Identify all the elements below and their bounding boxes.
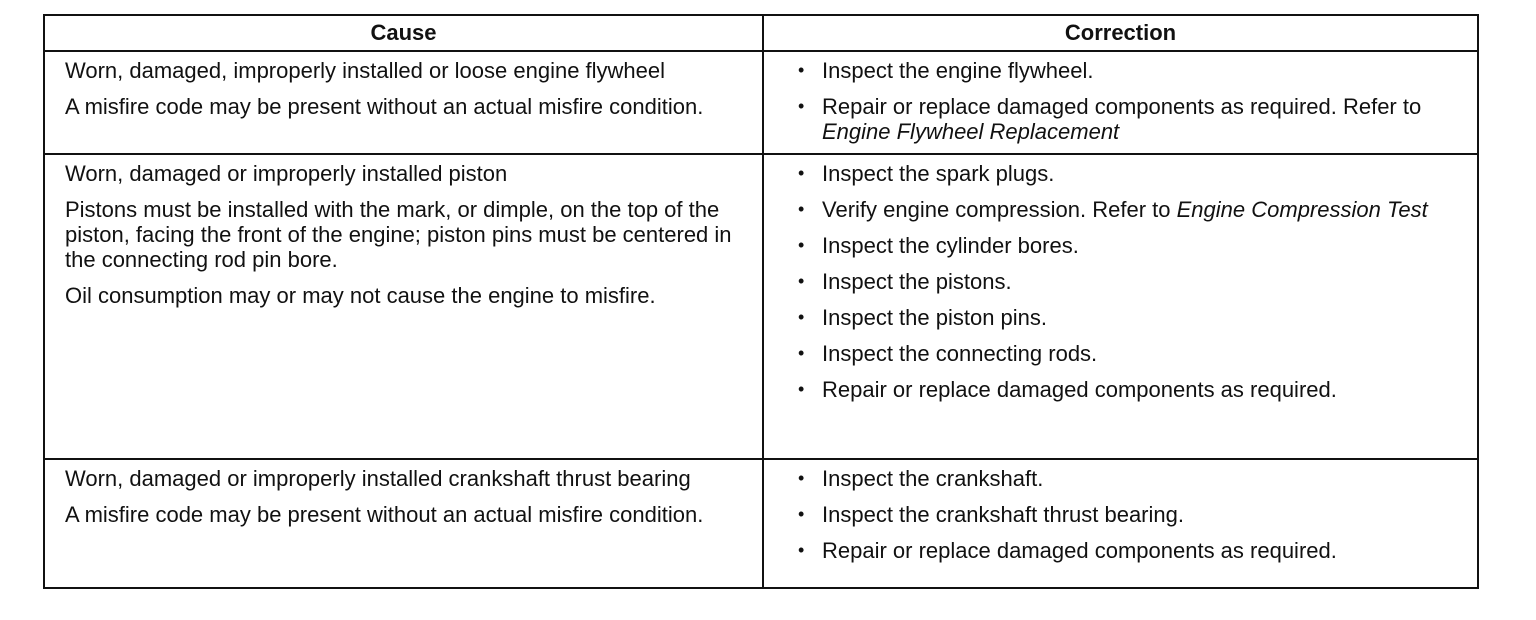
list-item	[798, 377, 1469, 402]
cause-text: Worn, damaged or improperly installed piston	[65, 161, 508, 186]
bullet-icon: •	[798, 199, 805, 219]
correction-text: Repair or replace damaged components as required. Refer to	[822, 94, 1422, 119]
cause-cell	[44, 154, 763, 459]
correction-text: Inspect the piston pins.	[822, 305, 1048, 330]
cause-note: Oil consumption may or may not cause the engine to misfire.	[65, 283, 656, 308]
correction-text: Inspect the spark plugs.	[822, 161, 1055, 186]
cause-note: Pistons must be installed with the mark, or dimple, on the top of the piston, facing the front of the engine; piston pins must be centered in the connecting rod pin bore.	[65, 197, 732, 272]
list-item	[798, 502, 1469, 527]
correction-text: Repair or replace damaged components as required.	[822, 377, 1337, 402]
correction-text: Inspect the cylinder bores.	[822, 233, 1079, 258]
cause-note: A misfire code may be present without an actual misfire condition.	[65, 502, 704, 527]
correction-text: Inspect the engine flywheel.	[822, 58, 1094, 83]
bullet-icon: •	[798, 96, 805, 116]
reference-title: Engine Compression Test	[1176, 197, 1428, 222]
cause-cell	[44, 459, 763, 588]
bullet-icon: •	[798, 60, 805, 80]
bullet-icon: •	[798, 504, 805, 524]
list-item	[798, 161, 1469, 186]
cause-text: Worn, damaged or improperly installed crankshaft thrust bearing	[65, 466, 691, 491]
list-item	[798, 466, 1469, 491]
correction-header: Correction	[763, 15, 1478, 51]
list-item	[798, 538, 1469, 563]
correction-cell	[763, 154, 1478, 459]
table-row	[44, 459, 1478, 588]
list-item	[798, 58, 1469, 83]
list-item	[798, 269, 1469, 294]
list-item	[798, 197, 1469, 222]
correction-text: Inspect the pistons.	[822, 269, 1012, 294]
list-item	[798, 305, 1469, 330]
list-item	[798, 233, 1469, 258]
correction-text: Inspect the crankshaft.	[822, 466, 1044, 491]
table-row	[44, 51, 1478, 154]
bullet-icon: •	[798, 343, 805, 363]
list-item	[798, 341, 1469, 366]
bullet-icon: •	[798, 271, 805, 291]
bullet-icon: •	[798, 468, 805, 488]
cause-cell	[44, 51, 763, 154]
cause-note: A misfire code may be present without an actual misfire condition.	[65, 94, 704, 119]
cause-header: Cause	[44, 15, 763, 51]
correction-list	[798, 161, 1469, 402]
correction-text: Inspect the crankshaft thrust bearing.	[822, 502, 1184, 527]
diagnostic-table	[43, 14, 1479, 589]
list-item	[798, 94, 1469, 144]
correction-list	[798, 466, 1469, 563]
correction-cell	[763, 459, 1478, 588]
correction-text: Verify engine compression. Refer to	[822, 197, 1177, 222]
header-row	[44, 15, 1478, 51]
reference-title: Engine Flywheel Replacement	[822, 119, 1120, 144]
bullet-icon: •	[798, 379, 805, 399]
cause-text: Worn, damaged, improperly installed or loose engine flywheel	[65, 58, 666, 83]
bullet-icon: •	[798, 540, 805, 560]
correction-text: Inspect the connecting rods.	[822, 341, 1098, 366]
correction-list	[798, 58, 1469, 144]
table-row	[44, 154, 1478, 459]
bullet-icon: •	[798, 163, 805, 183]
bullet-icon: •	[798, 235, 805, 255]
correction-cell	[763, 51, 1478, 154]
bullet-icon: •	[798, 307, 805, 327]
correction-text: Repair or replace damaged components as required.	[822, 538, 1337, 563]
